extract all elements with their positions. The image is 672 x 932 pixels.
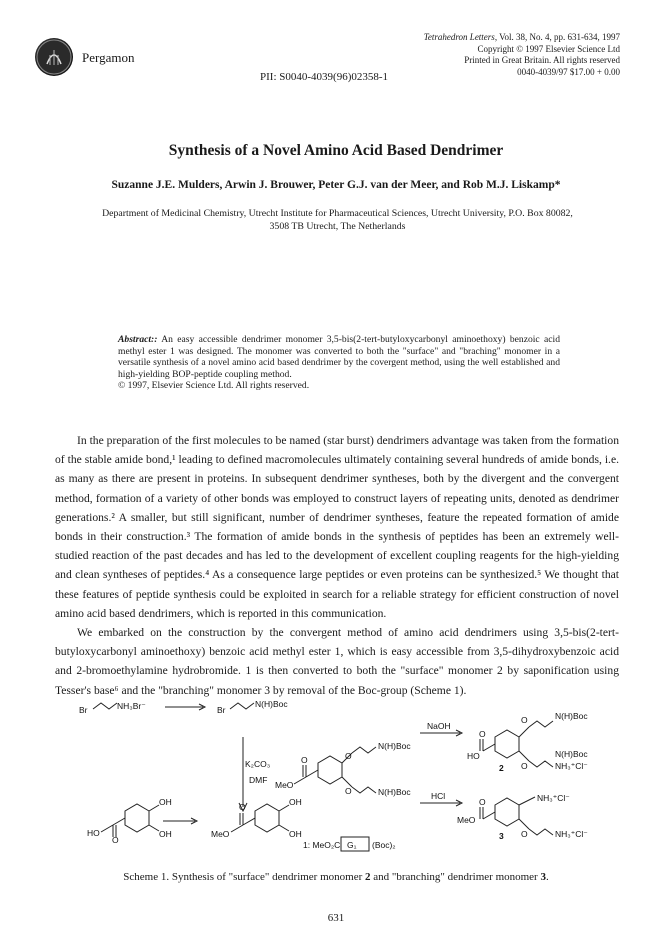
abstract	[118, 334, 560, 392]
scheme-meo-1: MeO	[211, 829, 230, 839]
scheme-o-4: O	[345, 751, 352, 761]
scheme-meo-3: MeO	[457, 815, 476, 825]
scheme-nh3cl-2: NH₃⁺Cl⁻	[537, 793, 570, 803]
journal-name: Tetrahedron Letters	[423, 32, 495, 42]
scheme-o-1: O	[112, 835, 119, 845]
elsevier-logo	[35, 38, 73, 76]
authors: Suzanne J.E. Mulders, Arwin J. Brouwer, Peter G.J. van der Meer, and Rob M.J. Liskamp*	[111, 179, 561, 191]
scheme-o-2: O	[239, 802, 246, 812]
scheme-oh-1: OH	[159, 797, 172, 807]
scheme-naoh: NaOH	[427, 721, 451, 731]
scheme-caption	[0, 871, 672, 883]
page-number: 631	[327, 912, 345, 924]
scheme-nh3cl-3: NH₃⁺Cl⁻	[555, 829, 588, 839]
affiliation	[70, 207, 605, 233]
printed-line: Printed in Great Britain. All rights reserved	[464, 55, 620, 65]
scheme-br-1: Br	[79, 705, 88, 715]
journal-info	[424, 32, 620, 78]
scheme-o-5: O	[345, 786, 352, 796]
caption-prefix: Scheme 1. Synthesis of "surface" dendrimer monomer	[123, 871, 366, 883]
caption-end: .	[545, 871, 549, 883]
scheme-o-8: O	[521, 761, 528, 771]
scheme-label-1: 1: MeO₂C	[303, 840, 341, 850]
scheme-oh-4: OH	[289, 829, 302, 839]
scheme-hcl: HCl	[431, 791, 446, 801]
body-text	[55, 431, 619, 700]
scheme-meo-2: MeO	[275, 780, 294, 790]
scheme-oh-3: OH	[289, 797, 302, 807]
abstract-text: An easy accessible dendrimer monomer 3,5-bis(2-tert-butyloxycarbonyl aminoethoxy) benzoic acid methyl ester 1 was designed. The monomer was converted to both the "surface" and "braching" monomer in a versatile synthesis of a novel amino acid based dendrimer by the covergent method, using the well established and high-yielding BOP-peptide coupling method.	[118, 334, 560, 380]
scheme-nhboc-1: N(H)Boc	[255, 699, 288, 709]
scheme-1-diagram	[75, 697, 615, 867]
scheme-nhboc-4: N(H)Boc	[555, 711, 588, 721]
scheme-o-7: O	[521, 715, 528, 725]
caption-num-3: 3	[540, 871, 546, 883]
scheme-o-9: O	[479, 797, 486, 807]
scheme-ho-2: HO	[467, 751, 480, 761]
scheme-o-10: O	[521, 829, 528, 839]
scheme-g1: G₁	[347, 840, 357, 850]
scheme-oh-2: OH	[159, 829, 172, 839]
abstract-copyright: © 1997, Elsevier Science Ltd. All rights reserved.	[118, 380, 310, 391]
scheme-nhboc-3: N(H)Boc	[378, 787, 411, 797]
scheme-nh3br: NH₃Br⁻	[117, 701, 146, 711]
journal-volume: , Vol. 38, No. 4, pp. 631-634, 1997	[494, 32, 620, 42]
affiliation-line-1: Department of Medicinal Chemistry, Utrecht Institute for Pharmaceutical Sciences, Utrecht University, P.O. Box 80082,	[102, 208, 573, 219]
abstract-label: Abstract::	[118, 334, 158, 345]
scheme-k2co3: K₂CO₃	[245, 759, 271, 769]
scheme-compound-3: 3	[499, 831, 504, 841]
caption-mid: and "branching" dendrimer monomer	[370, 871, 541, 883]
paper-title: Synthesis of a Novel Amino Acid Based Dendrimer	[168, 142, 504, 159]
scheme-nhboc-2: N(H)Boc	[378, 741, 411, 751]
scheme-br-2: Br	[217, 705, 226, 715]
paragraph-2: We embarked on the construction by the convergent method of amino acid dendrimers using 3,5-bis(2-tert-butyloxycarbonyl aminoethoxy) benzoic acid methyl ester 1, which is easy accessible from 3,5-dihydroxybenzoic acid and 2-bromoethylamine hydrobromide. 1 is then converted to both the "surface" monomer 2 by saponification using Tesser's base⁶ and the "branching" monomer 3 by removal of the Boc-group (Scheme 1).	[55, 626, 619, 697]
scheme-boc2: (Boc)₂	[372, 840, 396, 850]
caption-num-2: 2	[365, 871, 371, 883]
scheme-o-3: O	[301, 755, 308, 765]
copyright-line: Copyright © 1997 Elsevier Science Ltd	[477, 43, 620, 54]
price-line: 0040-4039/97 $17.00 + 0.00	[517, 66, 620, 77]
scheme-compound-2: 2	[499, 763, 504, 773]
scheme-ho: HO	[87, 828, 100, 838]
scheme-nh3cl-1: NH₃⁺Cl⁻	[555, 761, 588, 771]
affiliation-line-2: 3508 TB Utrecht, The Netherlands	[269, 221, 406, 232]
scheme-dmf: DMF	[249, 775, 268, 785]
pii: PII: S0040-4039(96)02358-1	[260, 71, 389, 83]
paragraph-1: In the preparation of the first molecules to be named (star burst) dendrimers advantage was taken from the formation of the stable amide bond,¹ leading to defined macromolecules ultimately containing several hundreds of amide bonds, i.e. as many as there are present in proteins. In subsequent dendrimer syntheses, both by the divergent and the convergent method, formation of a variety of other bonds was employed to construct layers of repeating units, denoted as dendrimer generations.² A smaller, but still significant, number of dendrimer syntheses, feature the repeated formation of amide bonds in their construction.³ The formation of amide bonds in the synthesis of peptides has been an extremely well-studied reaction of the past decades and has led to the development of excellent coupling reagents for the high-yielding and clean syntheses of peptides.⁴ As a consequence large peptides or even proteins can be synthesized.⁵ We thought that these features of peptide synthesis could be exploited in search for a reliable strategy for efficient construction of novel amino acid based dendrimers, which is reported in this communication.	[55, 434, 619, 620]
scheme-nhboc-5: N(H)Boc	[555, 749, 588, 759]
scheme-o-6: O	[479, 729, 486, 739]
publisher-name: Pergamon	[82, 50, 135, 65]
